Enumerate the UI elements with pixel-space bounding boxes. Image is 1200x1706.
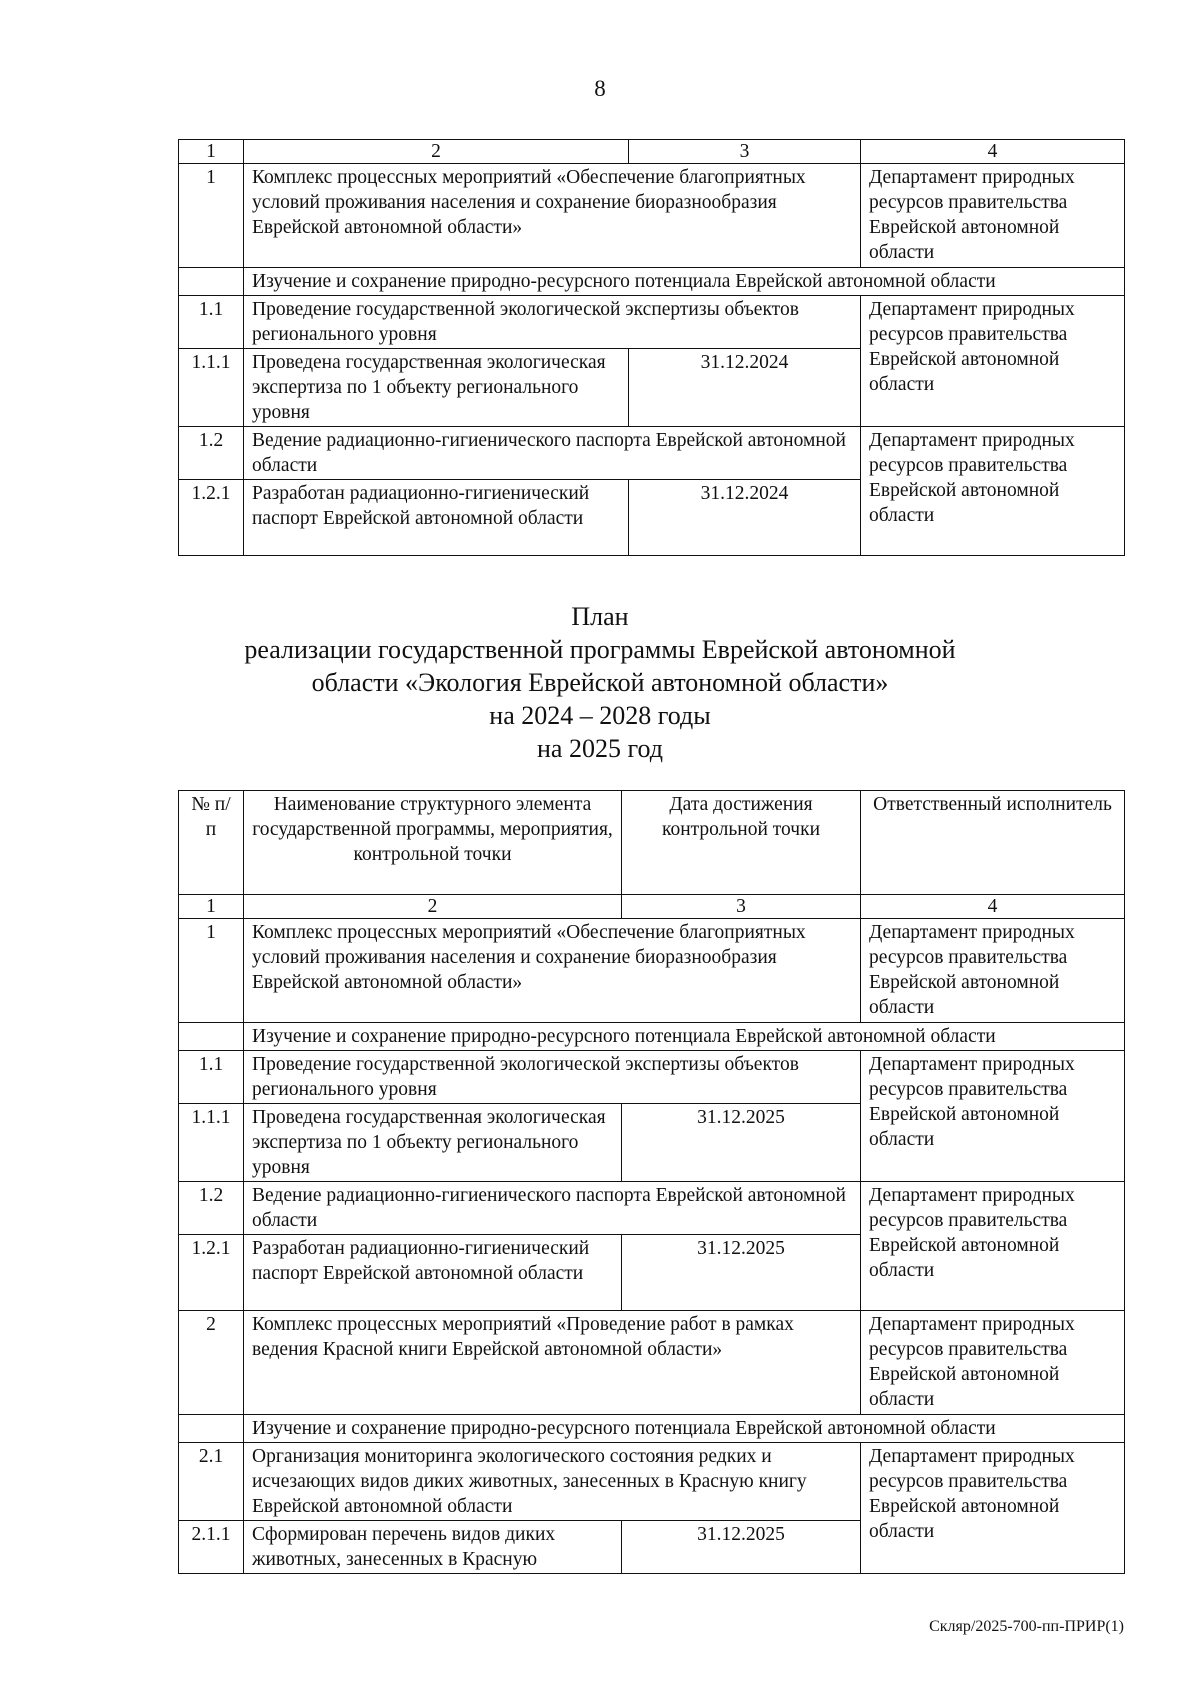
section-row (179, 268, 1125, 296)
row-date: 31.12.2025 (622, 1235, 861, 1311)
table-row (179, 164, 1125, 268)
row-number: 1.1 (179, 1051, 244, 1104)
table-row (179, 1311, 1125, 1415)
row-executor: Департамент природных ресурсов правительства Еврейской автономной области (861, 1051, 1125, 1182)
row-date: 31.12.2024 (629, 349, 861, 427)
row-name: Организация мониторинга экологического состояния редких и исчезающих видов диких животных, занесенных в Красную книгу Еврейской автономной области (244, 1443, 861, 1521)
row-name: Разработан радиационно-гигиенический паспорт Еврейской автономной области (244, 480, 629, 556)
header-date: Дата достижения контрольной точки (622, 791, 861, 895)
row-number: 1 (179, 919, 244, 1023)
row-number: 1.2.1 (179, 1235, 244, 1311)
section-number-cell (179, 268, 244, 296)
row-number: 1 (179, 164, 244, 268)
col-number-4: 4 (861, 895, 1125, 919)
row-number: 1.2 (179, 427, 244, 480)
row-name: Проведение государственной экологической экспертизы объектов регионального уровня (244, 296, 861, 349)
row-name: Проведение государственной экологической экспертизы объектов регионального уровня (244, 1051, 861, 1104)
header-executor: Ответственный исполнитель (861, 791, 1125, 895)
row-number: 1.2.1 (179, 480, 244, 556)
row-date: 31.12.2025 (622, 1104, 861, 1182)
top-plan-table (178, 139, 1125, 556)
row-number: 1.1.1 (179, 349, 244, 427)
plan-title-line: области «Экология Еврейской автономной области» (311, 668, 889, 697)
row-executor: Департамент природных ресурсов правительства Еврейской автономной области (861, 1311, 1125, 1415)
section-number-cell (179, 1023, 244, 1051)
section-number-cell (179, 1415, 244, 1443)
column-number-row (179, 140, 1125, 164)
page-number: 8 (594, 76, 606, 101)
section-row (179, 1023, 1125, 1051)
plan-2025-table (178, 790, 1125, 1574)
table-row (179, 296, 1125, 349)
row-name: Разработан радиационно-гигиенический паспорт Еврейской автономной области (244, 1235, 622, 1311)
section-row (179, 1415, 1125, 1443)
table-row (179, 1051, 1125, 1104)
row-number: 2.1 (179, 1443, 244, 1521)
row-date: 31.12.2025 (622, 1521, 861, 1574)
plan-title (0, 600, 1200, 765)
row-name: Сформирован перечень видов диких животных, занесенных в Красную (244, 1521, 622, 1574)
table-row (179, 1182, 1125, 1235)
section-label: Изучение и сохранение природно-ресурсного потенциала Еврейской автономной области (244, 1415, 1125, 1443)
col-number-1: 1 (179, 140, 244, 164)
row-number: 1.2 (179, 1182, 244, 1235)
col-number-3: 3 (622, 895, 861, 919)
plan-title-line: План (571, 602, 629, 631)
row-name: Проведена государственная экологическая экспертиза по 1 объекту регионального уровня (244, 349, 629, 427)
table-row (179, 1443, 1125, 1521)
header-name: Наименование структурного элемента государственной программы, мероприятия, контрольной точки (244, 791, 622, 895)
row-number: 1.1 (179, 296, 244, 349)
row-executor: Департамент природных ресурсов правительства Еврейской автономной области (861, 919, 1125, 1023)
col-number-3: 3 (629, 140, 861, 164)
section-label: Изучение и сохранение природно-ресурсного потенциала Еврейской автономной области (244, 268, 1125, 296)
row-name: Комплекс процессных мероприятий «Обеспечение благоприятных условий проживания населения и сохранение биоразнообразия Еврейской автономной области» (244, 164, 861, 268)
row-name: Комплекс процессных мероприятий «Проведение работ в рамках ведения Красной книги Еврейской автономной области» (244, 1311, 861, 1415)
row-name: Ведение радиационно-гигиенического паспорта Еврейской автономной области (244, 1182, 861, 1235)
document-code: Скляр/2025-700-пп-ПРИР(1) (929, 1618, 1124, 1635)
column-number-row (179, 895, 1125, 919)
plan-title-line: реализации государственной программы Еврейской автономной (244, 635, 956, 664)
row-number: 2 (179, 1311, 244, 1415)
row-executor: Департамент природных ресурсов правительства Еврейской автономной области (861, 1443, 1125, 1574)
col-number-4: 4 (861, 140, 1125, 164)
row-date: 31.12.2024 (629, 480, 861, 556)
row-number: 2.1.1 (179, 1521, 244, 1574)
row-executor: Департамент природных ресурсов правительства Еврейской автономной области (861, 427, 1125, 556)
row-executor: Департамент природных ресурсов правительства Еврейской автономной области (861, 1182, 1125, 1311)
plan-title-line: на 2025 год (537, 734, 663, 763)
row-executor: Департамент природных ресурсов правительства Еврейской автономной области (861, 164, 1125, 268)
col-number-1: 1 (179, 895, 244, 919)
col-number-2: 2 (244, 895, 622, 919)
row-number: 1.1.1 (179, 1104, 244, 1182)
plan-title-line: на 2024 – 2028 годы (489, 701, 711, 730)
col-number-2: 2 (244, 140, 629, 164)
header-row (179, 791, 1125, 895)
row-name: Комплекс процессных мероприятий «Обеспечение благоприятных условий проживания населения и сохранение биоразнообразия Еврейской автономной области» (244, 919, 861, 1023)
header-num: № п/п (179, 791, 244, 895)
section-label: Изучение и сохранение природно-ресурсного потенциала Еврейской автономной области (244, 1023, 1125, 1051)
row-name: Ведение радиационно-гигиенического паспорта Еврейской автономной области (244, 427, 861, 480)
table-row (179, 919, 1125, 1023)
row-name: Проведена государственная экологическая экспертиза по 1 объекту регионального уровня (244, 1104, 622, 1182)
table-row (179, 427, 1125, 480)
row-executor: Департамент природных ресурсов правительства Еврейской автономной области (861, 296, 1125, 427)
